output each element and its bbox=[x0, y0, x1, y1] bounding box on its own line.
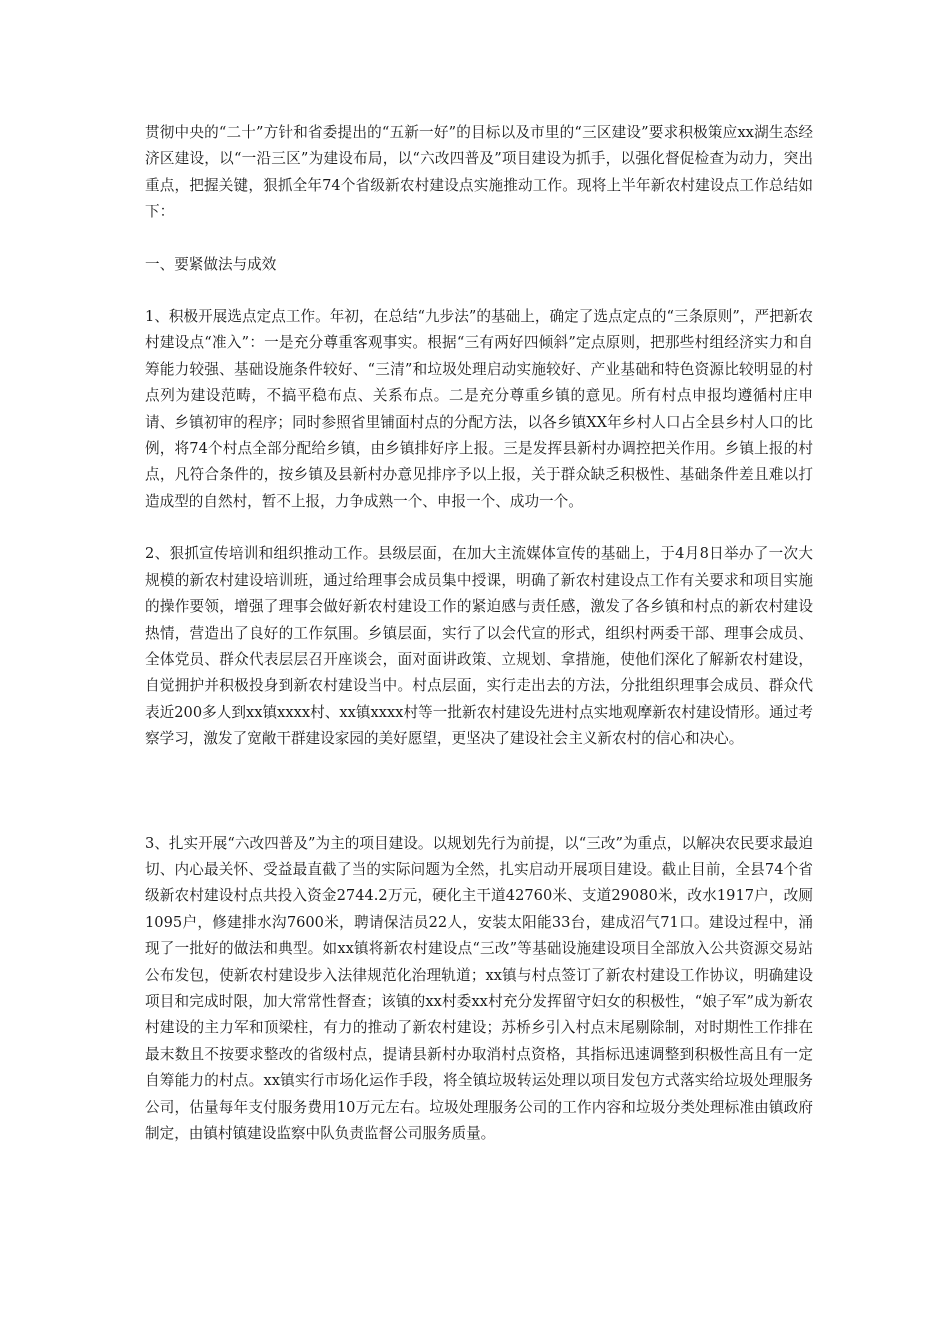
paragraph-gap bbox=[145, 226, 813, 252]
paragraph-gap bbox=[145, 515, 813, 541]
paragraph-gap-large bbox=[145, 753, 813, 831]
paragraph-gap bbox=[145, 278, 813, 304]
item-2-paragraph: 2、狠抓宣传培训和组织推动工作。县级层面，在加大主流媒体宣传的基础上，于4月8日举办了一次大规模的新农村建设培训班，通过给理事会成员集中授课，明确了新农村建设点工作有关要求和项目实施的操作要领，增强了理事会做好新农村建设工作的紧迫感与责任感，激发了各乡镇和村点的新农村建设热情，营造出了良好的工作氛围。乡镇层面，实行了以会代宣的形式，组织村两委干部、理事会成员、全体党员、群众代表层层召开座谈会，面对面讲政策、立规划、拿措施，使他们深化了解新农村建设，自觉拥护并积极投身到新农村建设当中。村点层面，实行走出去的方法，分批组织理事会成员、群众代表近200多人到xx镇xxxx村、xx镇xxxx村等一批新农村建设先进村点实地观摩新农村建设情形。通过考察学习，激发了宽敞干群建设家园的美好愿望，更坚决了建设社会主义新农村的信心和决心。 bbox=[145, 545, 813, 748]
section-heading: 一、要紧做法与成效 bbox=[145, 255, 277, 273]
item-1-paragraph: 1、积极开展选点定点工作。年初，在总结“九步法”的基础上，确定了选点定点的“三条原则”，严把新农村建设点“准入”：一是充分尊重客观事实。根据“三有两好四倾斜”定点原则，把那些村组经济实力和自筹能力较强、基础设施条件较好、“三清”和垃圾处理启动实施较好、产业基础和特色资源比较明显的村点列为建设范畴，不搞平稳布点、关系布点。二是充分尊重乡镇的意见。所有村点申报均遵循村庄申请、乡镇初审的程序；同时参照省里铺面村点的分配方法，以各乡镇XX年乡村人口占全县乡村人口的比例，将74个村点全部分配给乡镇，由乡镇排好序上报。三是发挥县新村办调控把关作用。乡镇上报的村点，凡符合条件的，按乡镇及县新村办意见排序予以上报，关于群众缺乏积极性、基础条件差且难以打造成型的自然村，暂不上报，力争成熟一个、申报一个、成功一个。 bbox=[145, 308, 813, 510]
document-page bbox=[145, 120, 813, 1147]
intro-paragraph: 贯彻中央的“二十”方针和省委提出的“五新一好”的目标以及市里的“三区建设”要求积极策应xx湖生态经济区建设，以“一沿三区”为建设布局，以“六改四普及”项目建设为抓手，以强化督促检查为动力，突出重点，把握关键，狠抓全年74个省级新农村建设点实施推动工作。现将上半年新农村建设点工作总结如下： bbox=[145, 124, 813, 221]
item-3-paragraph: 3、扎实开展“六改四普及”为主的项目建设。以规划先行为前提，以“三改”为重点，以解决农民要求最迫切、内心最关怀、受益最直截了当的实际问题为全然，扎实启动开展项目建设。截止目前，全县74个省级新农村建设村点共投入资金2744.2万元，硬化主干道42760米、支道29080米，改水1917户，改厕1095户，修建排水沟7600米，聘请保洁员22人，安装太阳能33台，建成沼气71口。建设过程中，涌现了一批好的做法和典型。如xx镇将新农村建设点“三改”等基础设施建设项目全部放入公共资源交易站公布发包，使新农村建设步入法律规范化治理轨道；xx镇与村点签订了新农村建设工作协议，明确建设项目和完成时限，加大常常性督查；该镇的xx村委xx村充分发挥留守妇女的积极性，“娘子军”成为新农村建设的主力军和顶梁柱，有力的推动了新农村建设；苏桥乡引入村点末尾剔除制，对时期性工作排在最末数且不按要求整改的省级村点，提请县新村办取消村点资格，其指标迅速调整到积极性高且有一定自筹能力的村点。xx镇实行市场化运作手段，将全镇垃圾转运处理以项目发包方式落实给垃圾处理服务公司，估量每年支付服务费用10万元左右。垃圾处理服务公司的工作内容和垃圾分类处理标准由镇政府制定，由镇村镇建设监察中队负责监督公司服务质量。 bbox=[145, 834, 813, 1142]
